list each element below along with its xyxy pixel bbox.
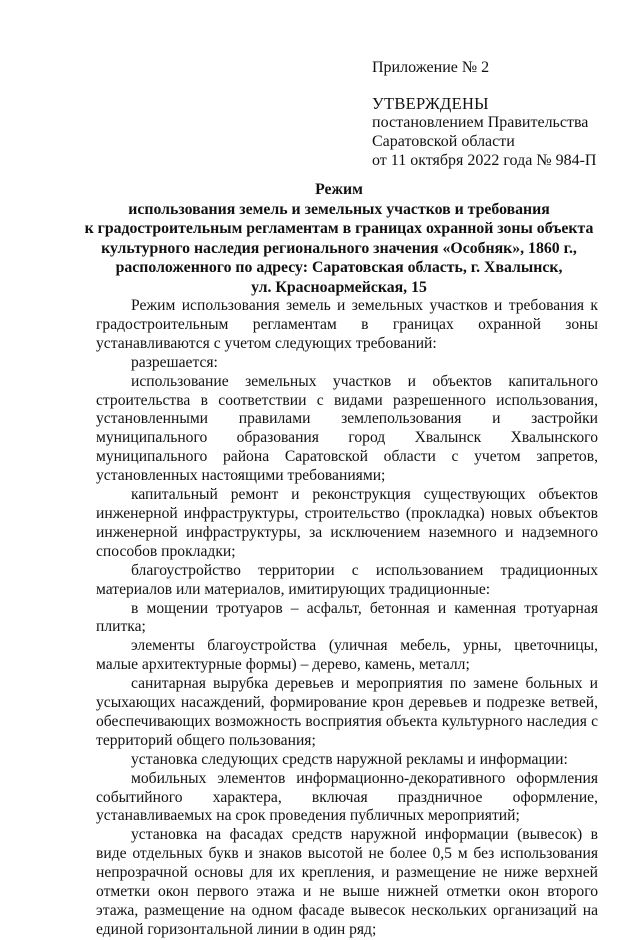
document-title — [84, 180, 594, 297]
body-paragraph: мобильных элементов информационно-декоративного оформления событийного характера, включая праздничное оформление, устанавливаемых на срок проведения публичных мероприятий; — [96, 769, 598, 825]
approval-line: постановлением Правительства — [372, 114, 589, 131]
approval-heading: УТВЕРЖДЕНЫ — [372, 94, 489, 113]
body-paragraph: установка на фасадах средств наружной информации (вывесок) в виде отдельных букв и знаков высотой не более 0,5 м без использования непрозрачной основы для их крепления, и размещение не ниже верхней отметки окон первого этажа и не выше нижней отметки окон второго этажа, размещение на одном фасаде вывесок нескольких организаций на единой горизонтальной линии в один ряд; — [96, 826, 598, 938]
body-paragraph: благоустройство территории с использованием традиционных материалов или материалов, имитирующих традиционные: — [96, 561, 598, 598]
title-line: ул. Красноармейская, 15 — [251, 278, 427, 296]
body-paragraph: санитарная вырубка деревьев и мероприятия по замене больных и усыхающих насаждений, формирование крон деревьев и подрезке ветвей, обеспечивающих возможность восприятия объекта культурного наследия с территорий общего пользования; — [96, 675, 598, 749]
title-line: к градостроительным регламентам в границах охранной зоны объекта — [84, 220, 594, 237]
title-line: использования земель и земельных участков и требования — [128, 200, 550, 218]
title-line: расположенного по адресу: Саратовская область, г. Хвалынск, — [115, 259, 563, 276]
body-paragraph: элементы благоустройства (уличная мебель, урны, цветочницы, малые архитектурные формы) – дерево, камень, металл; — [96, 637, 598, 674]
body-paragraph: в мощении тротуаров – асфальт, бетонная и каменная тротуарная плитка; — [96, 599, 598, 636]
body-paragraph: капитальный ремонт и реконструкция существующих объектов инженерной инфраструктуры, строительство (прокладка) новых объектов инженерной инфраструктуры, за исключением наземного и надземного способов прокладки; — [96, 486, 598, 560]
body-paragraph: установка следующих средств наружной рекламы и информации: — [131, 750, 568, 768]
approval-line: Саратовской области — [372, 133, 515, 150]
title-line: культурного наследия регионального значения «Особняк», 1860 г., — [101, 239, 577, 257]
appendix-label: Приложение № 2 — [372, 59, 490, 76]
body-paragraph: использование земельных участков и объектов капитального строительства в соответствии с видами разрешенного использования, установленными правилами землепользования и застройки муниципального образования город Хвалынск Хвалынского муниципального района Саратовской области с учетом запретов, установленных настоящими требованиями; — [96, 372, 598, 485]
document-body — [96, 297, 598, 940]
body-paragraph: разрешается: — [131, 353, 218, 371]
approval-line: от 11 октября 2022 года № 984-П — [372, 152, 597, 169]
title-line: Режим — [315, 181, 363, 198]
body-paragraph: Режим использования земель и земельных участков и требования к градостроительным регламентам в границах охранной зоны устанавливаются с учетом следующих требований: — [96, 297, 598, 352]
approval-block — [372, 94, 596, 170]
